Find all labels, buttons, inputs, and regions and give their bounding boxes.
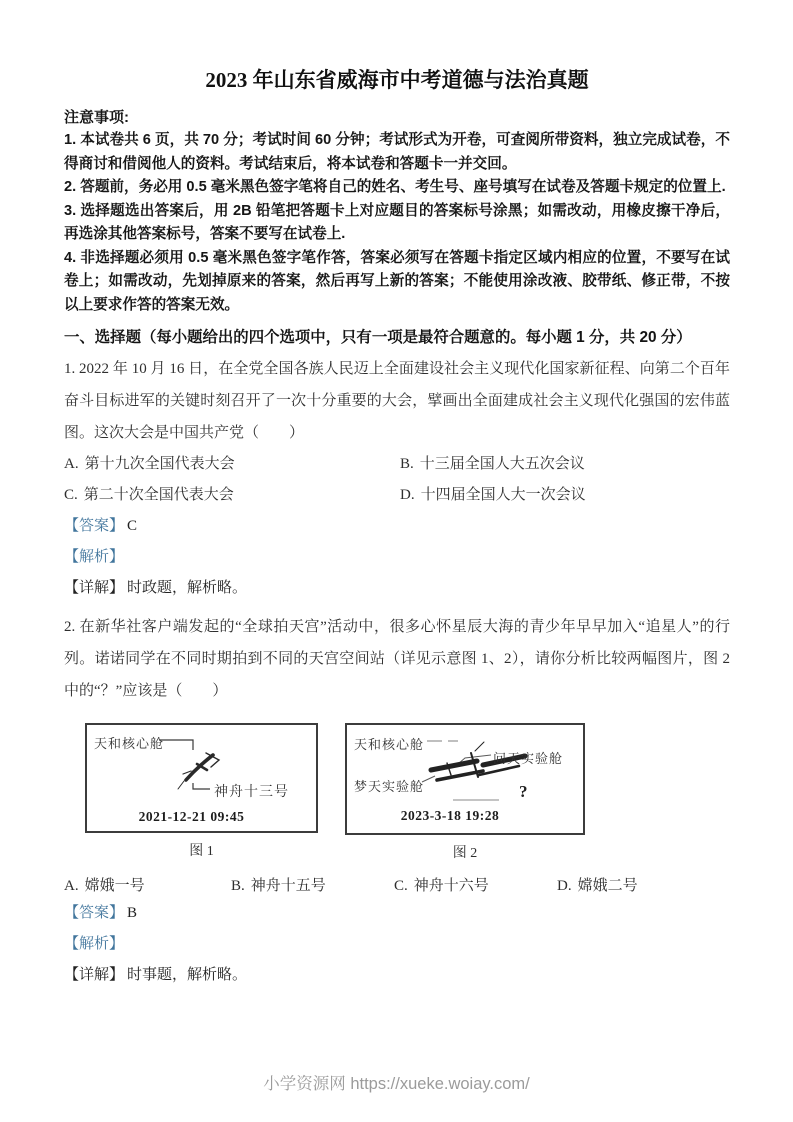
question-2-option-d [557,874,730,898]
option-text: 神舟十六号 [413,878,489,894]
figure-1-core-module-label: 天和核心舱 [94,736,165,751]
question-1-answer-line [64,511,730,542]
option-text: 嫦娥一号 [84,878,145,894]
footer-watermark-link[interactable]: 小学资源网 https://xueke.woiay.com/ [263,1075,530,1093]
option-label: D. [557,878,572,894]
question-1-option-d [400,480,730,511]
figure-2-datetime: 2023-3-18 19:28 [400,808,500,823]
question-1-option-c [64,480,400,511]
question-2-detail-line [64,960,730,991]
option-label: D. [400,487,415,503]
detail-tag: 【详解】 [64,967,125,983]
pointer-line-ship [193,783,210,789]
question-1-option-a [64,449,400,480]
question-2-stem: 2. 在新华社客户端发起的“全球拍天宫”活动中，很多心怀星辰大海的青少年早早加入“追星人”的行列。诺诺同学在不同时期拍到不同的天宫空间站（详见示意图 1、2），请你分析比较两幅图片，图 2 中的“？”应该是（ ） [64,619,730,699]
figure-2-question-mark: ? [519,782,528,801]
option-text: 神舟十五号 [250,878,326,894]
option-label: B. [231,878,245,894]
question-1-analysis-line [64,542,730,573]
figure-1 [85,723,318,862]
question-2-option-b [231,874,394,898]
option-label: C. [394,878,408,894]
detail-text: 时事题，解析略。 [127,967,248,983]
question-1-option-b [400,449,730,480]
answer-value: C [127,518,138,534]
question-1-options [64,449,730,511]
notice-item-1: 1. 本试卷共 6 页，共 70 分；考试时间 60 分钟；考试形式为开卷，可查阅所带资料，独立完成试卷，不得商讨和借阅他人的资料。考试结束后，将本试卷和答题卡一并交回。 [64,132,730,172]
figure-1-caption: 图 1 [189,844,214,859]
analysis-tag: 【解析】 [64,936,125,952]
figure-1-datetime: 2021-12-21 09:45 [138,809,245,824]
detail-text: 时政题，解析略。 [127,580,248,596]
figure-2-box [345,723,585,835]
answer-value: B [127,905,138,921]
figure-2-caption: 图 2 [452,846,478,861]
option-label: B. [400,456,414,472]
notice-item-3: 3. 选择题选出答案后，用 2B 铅笔把答题卡上对应题目的答案标号涂黑；如需改动，用橡皮擦干净后，再选涂其他答案标号，答案不要写在试卷上. [64,202,730,242]
question-1-stem: 1. 2022 年 10 月 16 日，在全党全国各族人民迈上全面建设社会主义现代化国家新征程、向第二个百年奋斗目标进军的关键时刻召开了一次十分重要的大会，擘画出全面建成社会主义现代化强国的宏伟蓝图。这次大会是中国共产党（ ） [64,361,730,441]
detail-tag: 【详解】 [64,580,125,596]
page-title: 2023 年山东省威海市中考道德与法治真题 [205,68,589,92]
option-text: 嫦娥二号 [577,878,638,894]
notice-item-2: 2. 答题前，务必用 0.5 毫米黑色签字笔将自己的姓名、考生号、座号填写在试卷及答题卡规定的位置上. [64,179,726,195]
question-1-detail-line [64,573,730,604]
figure-2-wentian-label: 问天实验舱 [493,751,564,766]
answer-tag: 【答案】 [64,518,125,534]
question-2-figures [85,723,730,862]
notice-item-4: 4. 非选择题必须用 0.5 毫米黑色签字笔作答，答案必须写在答题卡指定区域内相应的位置，不要写在试卷上；如需改动，先划掉原来的答案，然后再写上新的答案；不能使用涂改液、胶带纸、修正带，不按以上要求作答的答案无效。 [64,249,730,313]
figure-2-mengtian-label: 梦天实验舱 [354,779,425,794]
option-text: 十三届全国人大五次会议 [419,456,585,472]
option-label: A. [64,456,79,472]
figure-2 [345,723,585,862]
option-text: 第二十次全国代表大会 [83,487,234,503]
section-1-heading: 一、选择题（每小题给出的四个选项中，只有一项是最符合题意的。每小题 1 分，共 20 分） [64,329,692,346]
option-label: C. [64,487,78,503]
question-2-option-a [64,874,231,898]
option-text: 十四届全国人大一次会议 [420,487,586,503]
figure-1-box [85,723,318,833]
question-2-analysis-line [64,929,730,960]
question-2-option-c [394,874,557,898]
option-text: 第十九次全国代表大会 [84,456,235,472]
option-label: A. [64,878,79,894]
analysis-tag: 【解析】 [64,549,125,565]
pointer-line-core [159,740,193,750]
question-2-options [64,874,730,898]
notice-heading: 注意事项: [64,109,129,126]
footer [0,1070,793,1094]
answer-tag: 【答案】 [64,905,125,921]
figure-2-core-module-label: 天和核心舱 [354,737,425,752]
spacecraft-sketch [178,753,219,789]
figure-1-shenzhou13-label: 神舟十三号 [214,785,289,800]
question-2-answer-line [64,898,730,929]
